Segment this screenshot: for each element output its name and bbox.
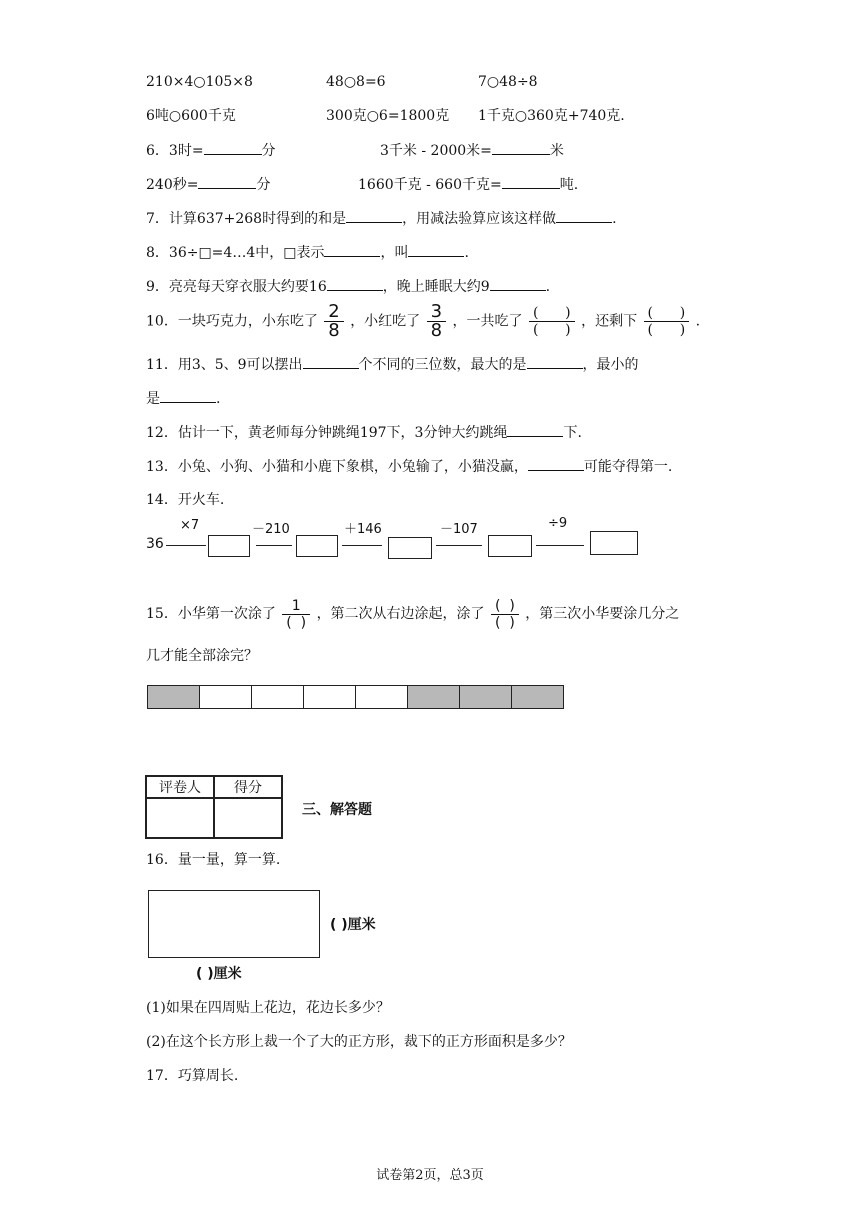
q6-a <box>146 140 276 161</box>
question-9 <box>146 276 550 297</box>
question-11-line2 <box>146 388 220 409</box>
q8-text: 8．36÷□=4…4中，□表示 <box>146 245 325 261</box>
answer-blank[interactable] <box>556 208 612 223</box>
score-cell-score[interactable] <box>214 798 282 838</box>
train-track <box>166 545 206 546</box>
q8-text-mid: ，叫 <box>380 245 409 261</box>
width-label: ( )厘米 <box>330 917 376 933</box>
train-op-3: ＋146 <box>344 522 382 537</box>
q15-text: 15．小华第一次涂了 <box>146 606 276 622</box>
train-op-5: ÷9 <box>548 516 568 531</box>
question-12 <box>146 422 582 443</box>
fraction-two-eighths: $\frac{2}{8}$ <box>324 303 343 340</box>
q6-b-text: 3千米 - 2000米= <box>380 143 492 159</box>
measure-rectangle <box>148 890 320 958</box>
question-15-line2: 几才能全部涂完？ <box>146 648 258 664</box>
q12-text-end: 下. <box>563 425 582 441</box>
question-11 <box>146 354 639 375</box>
score-table <box>145 775 283 839</box>
answer-blank[interactable] <box>408 242 464 257</box>
q6-d-text: 1660千克 - 660千克= <box>358 177 502 193</box>
train-op-1: ×7 <box>180 518 200 533</box>
q8-text-end: . <box>464 245 469 261</box>
q10-text-3: ，一共吃了 <box>452 313 523 330</box>
question-8 <box>146 242 469 263</box>
q6-c <box>146 174 270 195</box>
answer-blank[interactable] <box>527 354 583 369</box>
q13-text: 13．小兔、小狗、小猫和小鹿下象棋，小兔输了，小猫没赢， <box>146 459 528 475</box>
answer-blank[interactable] <box>507 422 563 437</box>
score-header-score: 得分 <box>214 776 282 798</box>
answer-blank[interactable] <box>346 208 402 223</box>
question-15 <box>146 596 679 632</box>
q6-a-text: 6．3时= <box>146 143 204 159</box>
q6-c-unit: 分 <box>256 177 271 193</box>
paint-strip <box>147 685 564 709</box>
compare-1c: 7○48÷8 <box>478 74 538 90</box>
answer-blank[interactable] <box>327 276 383 291</box>
q10-text-2: ，小红吃了 <box>350 313 421 330</box>
q7-text: 7．计算637+268时得到的和是 <box>146 211 347 227</box>
compare-2c: 1千克○360克+740克. <box>478 108 625 124</box>
question-17-title: 17．巧算周长. <box>146 1068 239 1084</box>
q11-text: 11．用3、5、9可以摆出 <box>146 357 303 373</box>
strip-cell <box>252 686 304 708</box>
page-footer: 试卷第2页，总3页 <box>376 1168 484 1183</box>
score-header-grader: 评卷人 <box>146 776 214 798</box>
length-label: ( )厘米 <box>196 966 242 982</box>
strip-cell <box>200 686 252 708</box>
train-track <box>342 545 382 546</box>
train-answer-box-1[interactable] <box>208 535 250 557</box>
fraction-blank-eaten[interactable]: $\frac{( )}{( )}$ <box>529 305 575 338</box>
strip-cell <box>304 686 356 708</box>
question-16-sub2: (2)在这个长方形上裁一个了大的正方形，裁下的正方形面积是多少？ <box>146 1034 572 1050</box>
q12-text: 12．估计一下，黄老师每分钟跳绳197下，3分钟大约跳绳 <box>146 425 508 441</box>
answer-blank[interactable] <box>502 174 560 189</box>
fraction-three-eighths: $\frac{3}{8}$ <box>427 303 446 340</box>
q6-d-unit: 吨. <box>559 177 579 193</box>
train-op-4: －107 <box>440 522 478 537</box>
question-10 <box>146 303 700 340</box>
q9-text-end: . <box>545 279 551 295</box>
compare-1a: 210×4○105×8 <box>146 74 253 90</box>
q10-text-end: . <box>695 313 701 330</box>
q7-text-mid: ，用减法验算应该这样做 <box>402 211 557 227</box>
compare-2b: 300克○6=1800克 <box>326 108 450 124</box>
question-13 <box>146 456 672 477</box>
q6-b <box>380 140 564 161</box>
strip-cell <box>356 686 408 708</box>
compare-1b: 48○8=6 <box>326 74 386 90</box>
fraction-first-paint[interactable]: $\frac{1}{( )}$ <box>282 598 310 631</box>
answer-blank[interactable] <box>303 354 359 369</box>
question-14-title: 14．开火车. <box>146 492 225 508</box>
strip-cell-shaded <box>512 686 563 708</box>
q10-text: 10．一块巧克力，小东吃了 <box>146 313 318 330</box>
q9-text: 9．亮亮每天穿衣服大约要16 <box>146 279 327 295</box>
q7-text-end: . <box>612 211 617 227</box>
q10-text-4: ，还剩下 <box>581 313 638 330</box>
q15-text-mid: ，第二次从右边涂起，涂了 <box>316 606 485 622</box>
answer-blank[interactable] <box>492 140 550 155</box>
question-7 <box>146 208 617 229</box>
q6-a-unit: 分 <box>261 143 276 159</box>
strip-cell-shaded <box>460 686 512 708</box>
train-answer-box-5[interactable] <box>590 531 638 555</box>
fraction-blank-left[interactable]: $\frac{( )}{( )}$ <box>644 305 690 338</box>
train-track <box>436 545 482 546</box>
q13-text-end: 可能夺得第一. <box>583 459 673 475</box>
q11-text-mid: 个不同的三位数，最大的是 <box>358 357 527 373</box>
answer-blank[interactable] <box>324 242 380 257</box>
question-16-title: 16．量一量，算一算. <box>146 852 281 868</box>
train-track <box>536 545 584 546</box>
q9-text-mid: ，晚上睡眠大约9 <box>382 279 490 295</box>
section-heading: 三、解答题 <box>302 802 372 818</box>
train-start-value: 36 <box>146 536 164 552</box>
q6-b-unit: 米 <box>549 143 564 159</box>
train-answer-box-4[interactable] <box>488 535 532 557</box>
answer-blank[interactable] <box>160 388 216 403</box>
answer-blank[interactable] <box>198 174 256 189</box>
strip-cell-shaded <box>408 686 460 708</box>
answer-blank[interactable] <box>204 140 262 155</box>
q6-c-text: 240秒= <box>146 177 199 193</box>
question-16-sub1: (1)如果在四周贴上花边，花边长多少？ <box>146 1000 390 1016</box>
q11-text-end: . <box>216 391 221 407</box>
q11-text-mid2: ，最小的 <box>582 357 639 373</box>
compare-2a: 6吨○600千克 <box>146 108 236 124</box>
strip-cell-shaded <box>148 686 200 708</box>
train-op-2: －210 <box>252 522 290 537</box>
score-cell-grader[interactable] <box>146 798 214 838</box>
train-answer-box-3[interactable] <box>388 537 432 559</box>
fraction-second-paint[interactable]: $\frac{( )}{( )}$ <box>491 598 519 631</box>
train-track <box>256 545 292 546</box>
q11-text-line2: 是 <box>146 391 160 407</box>
answer-blank[interactable] <box>528 456 584 471</box>
answer-blank[interactable] <box>490 276 546 291</box>
train-answer-box-2[interactable] <box>296 535 338 557</box>
q15-text-end: ，第三次小华要涂几分之 <box>525 606 680 622</box>
q6-d <box>358 174 578 195</box>
